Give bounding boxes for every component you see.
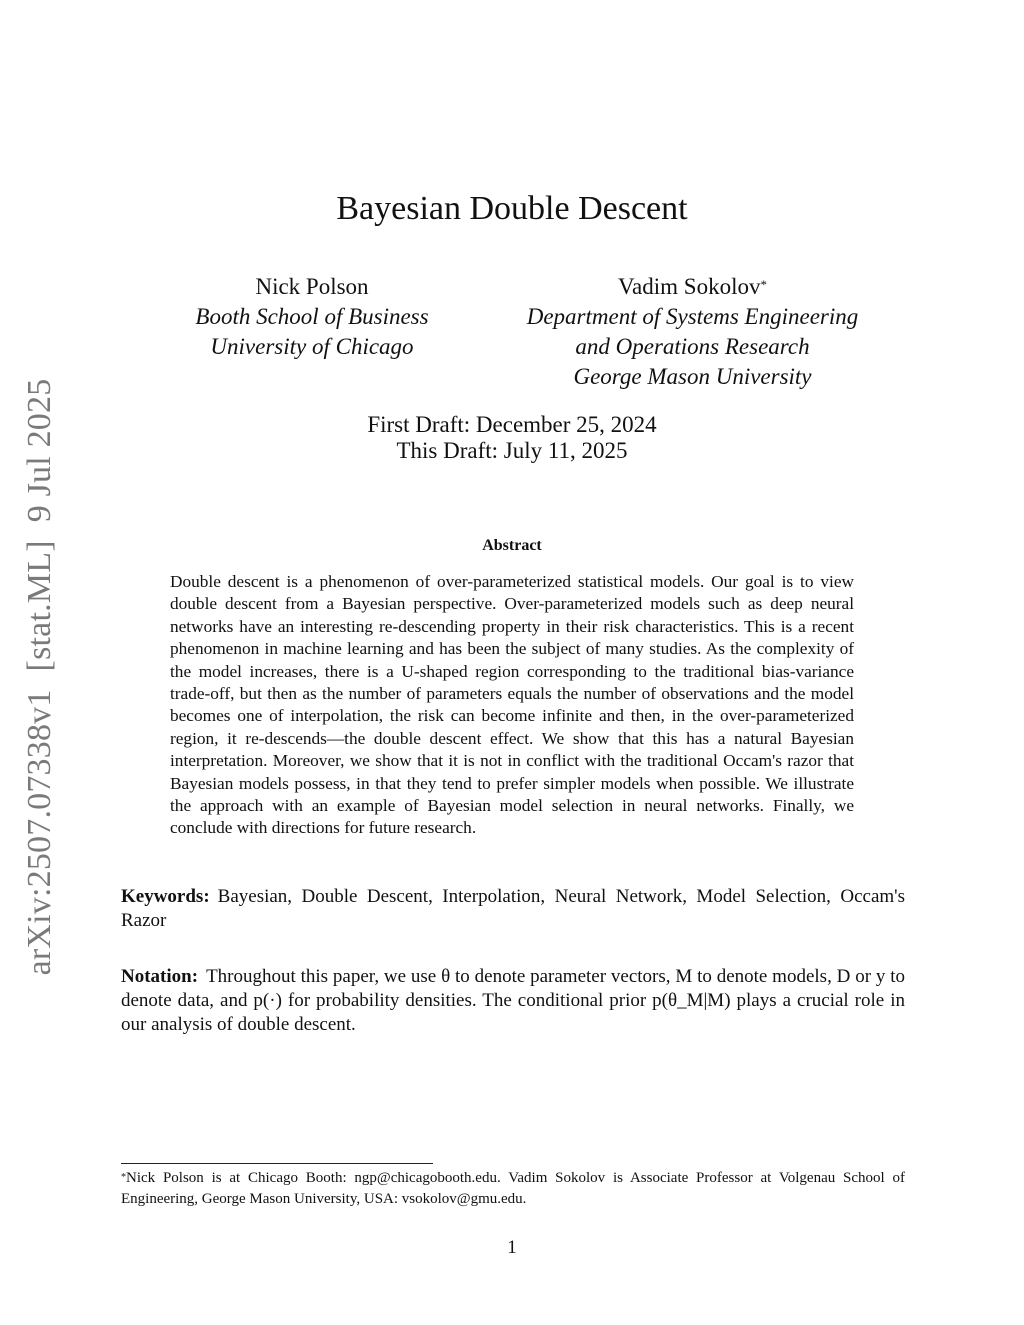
footnote-text: Nick Polson is at Chicago Booth: ngp@chicagobooth.edu. Vadim Sokolov is Associate Professor at Volgenau School of Engineering, George Mason University, USA: vsokolov@gmu.edu.: [121, 1170, 905, 1207]
footnote: [121, 1168, 905, 1210]
author-affiliation-line: and Operations Research: [575, 334, 810, 359]
first-draft-date: First Draft: December 25, 2024: [367, 412, 657, 437]
keywords-label: Keywords:: [121, 886, 210, 907]
notation-paragraph: [121, 965, 905, 1037]
notation-text: Throughout this paper, we use θ to denote parameter vectors, M to denote models, D or y to denote data, and p(·) for probability densities. The conditional prior p(θ_M|M) plays a crucial role in our analysis of double descent.: [121, 966, 905, 1035]
notation-label: Notation:: [121, 966, 199, 987]
footnote-marker: *: [121, 1172, 126, 1183]
draft-dates: [0, 412, 1024, 464]
author-affiliation-line: Department of Systems Engineering: [526, 304, 859, 329]
footnote-divider: [121, 1163, 433, 1164]
arxiv-id: arXiv:2507.07338v1: [21, 689, 58, 976]
page-number: 1: [507, 1237, 517, 1258]
abstract-heading: Abstract: [482, 537, 542, 554]
author-affiliation-line: University of Chicago: [210, 334, 414, 359]
footnote-marker: *: [760, 277, 767, 292]
author-affiliation-line: Booth School of Business: [195, 304, 429, 329]
keywords-text: Bayesian, Double Descent, Interpolation, Neural Network, Model Selection, Occam's Razor: [121, 886, 905, 931]
author-block-polson: [182, 272, 442, 362]
author-name: Vadim Sokolov*: [618, 274, 767, 299]
arxiv-date: 9 Jul 2025: [21, 378, 58, 523]
author-affiliation-line: George Mason University: [573, 364, 812, 389]
author-block-sokolov: [500, 272, 885, 392]
author-name: Nick Polson: [255, 274, 369, 299]
paper-title: Bayesian Double Descent: [336, 190, 688, 227]
this-draft-date: This Draft: July 11, 2025: [396, 438, 628, 463]
keywords-paragraph: [121, 885, 905, 933]
abstract-text: Double descent is a phenomenon of over-parameterized statistical models. Our goal is to view double descent from a Bayesian perspective. Over-parameterized models such as deep neural networks have an interesting re-descending property in their risk characteristics. This is a recent phenomenon in machine learning and has been the subject of many studies. As the complexity of the model increases, there is a U-shaped region corresponding to the traditional bias-variance trade-off, but then as the number of parameters equals the number of observations and the model becomes one of interpolation, the risk can become infinite and then, in the over-parameterized region, it re-descends—the double descent effect. We show that this has a natural Bayesian interpretation. Moreover, we show that it is not in conflict with the traditional Occam's razor that Bayesian models possess, in that they tend to prefer simpler models when possible. We illustrate the approach with an example of Bayesian model selection in neural networks. Finally, we conclude with directions for future research.: [170, 572, 854, 838]
arxiv-category: [stat.ML]: [21, 540, 58, 672]
